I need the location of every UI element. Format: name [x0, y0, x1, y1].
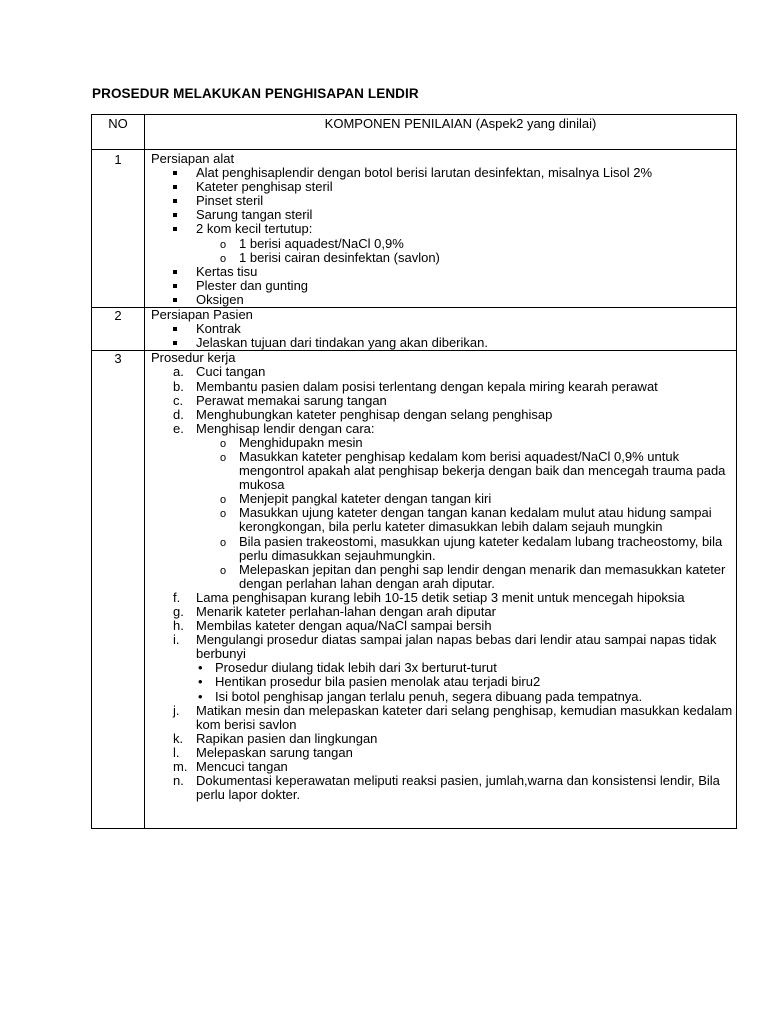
sub-list-item: o Menghidupakn mesin: [220, 436, 736, 450]
step-marker: n.: [173, 773, 184, 789]
step-text: Menghubungkan kateter penghisap dengan selang penghisap: [196, 406, 553, 422]
step-text: Menghisap lendir dengan cara:: [196, 420, 375, 436]
procedure-step: [173, 591, 736, 605]
tools-list: [151, 166, 736, 307]
step-marker: g.: [173, 604, 184, 619]
step-text: Perawat memakai sarung tangan: [196, 392, 387, 408]
procedure-steps: [151, 365, 736, 802]
step-text: Dokumentasi keperawatan meliputi reaksi pasien, jumlah,warna dan konsistensi lendir, Bila perlu lapor dokter.: [196, 773, 720, 803]
list-item: Kontrak: [173, 322, 736, 336]
sub-list-item: o Bila pasien trakeostomi, masukkan ujung kateter kedalam lubang tracheostomy, bila perlu dimasukkan sejauhmungkin.: [220, 535, 736, 563]
header-component: KOMPONEN PENILAIAN (Aspek2 yang dinilai): [145, 115, 737, 150]
step-text: Matikan mesin dan melepaskan kateter dari selang penghisap, kemudian masukkan kedalam kom berisi savlon: [196, 702, 733, 732]
list-item: [173, 222, 736, 264]
step-marker: b.: [173, 378, 184, 394]
section-procedure: [151, 351, 736, 802]
procedure-step: [173, 774, 736, 802]
procedure-step: [173, 408, 736, 422]
sub-list-item: o Masukkan kateter penghisap kedalam kom berisi aquadest/NaCl 0,9% untuk mengontrol apakah alat penghisap bekerja dengan baik dan mencegah trauma pada mukosa: [220, 450, 736, 492]
sub-list-item: o 1 berisi cairan desinfektan (savlon): [220, 251, 736, 265]
step-text: Lama penghisapan kurang lebih 10-15 detik setiap 3 menit untuk mencegah hipoksia: [196, 589, 685, 605]
step-marker: k.: [173, 730, 184, 746]
step-text: Mengulangi prosedur diatas sampai jalan napas bebas dari lendir atau sampai napas tidak berbunyi: [196, 632, 717, 662]
step-text: Mencuci tangan: [196, 759, 288, 775]
sub-list-item: o 1 berisi aquadest/NaCl 0,9%: [220, 237, 736, 251]
step-text: Membilas kateter dengan aqua/NaCl sampai bersih: [196, 618, 492, 634]
table-header-row: [92, 115, 737, 150]
procedure-step: [173, 619, 736, 633]
step-text: Cuci tangan: [196, 364, 266, 380]
list-item: Jelaskan tujuan dari tindakan yang akan diberikan.: [173, 336, 736, 350]
section-heading: Persiapan alat: [151, 151, 235, 166]
sub-list-item: o Masukkan ujung kateter dengan tangan kanan kedalam mulut atau hidung sampai kerongkongan, bila perlu kateter dimasukkan lebih dalam sejauh mungkin: [220, 506, 736, 534]
procedure-step: [173, 365, 736, 379]
list-item-text: 2 kom kecil tertutup:: [196, 221, 313, 237]
patient-list: [151, 322, 736, 350]
step-marker: h.: [173, 618, 184, 634]
procedure-step: [173, 760, 736, 774]
table-row: [92, 308, 737, 351]
note-item: • Isi botol penghisap jangan terlalu penuh, segera dibuang pada tempatnya.: [196, 690, 736, 704]
step-marker: f.: [173, 589, 181, 605]
step-text: Menarik kateter perlahan-lahan dengan arah diputar: [196, 604, 496, 619]
step-text: Melepaskan sarung tangan: [196, 744, 353, 760]
section-heading: Prosedur kerja: [151, 350, 236, 366]
step-text: Rapikan pasien dan lingkungan: [196, 730, 378, 746]
list-item: Kateter penghisap steril: [173, 180, 736, 194]
step-marker: l.: [173, 744, 180, 760]
list-item: Pinset steril: [173, 194, 736, 208]
assessment-table: [91, 114, 737, 829]
note-item: • Hentikan prosedur bila pasien menolak atau terjadi biru2: [196, 675, 736, 689]
step-marker: c.: [173, 392, 184, 408]
section-tools: [151, 152, 736, 307]
list-item: Oksigen: [173, 293, 736, 307]
list-item: Kertas tisu: [173, 265, 736, 279]
suction-substeps: [196, 436, 736, 591]
procedure-step: [173, 633, 736, 703]
step-text: Membantu pasien dalam posisi terlentang dengan kepala miring kearah perawat: [196, 378, 658, 394]
table-row: [92, 351, 737, 829]
step-marker: e.: [173, 420, 184, 436]
header-no: NO: [92, 115, 145, 150]
sub-list-item: o Menjepit pangkal kateter dengan tangan kiri: [220, 492, 736, 506]
list-item: Alat penghisaplendir dengan botol berisi larutan desinfektan, misalnya Lisol 2%: [173, 166, 736, 180]
page-title: PROSEDUR MELAKUKAN PENGHISAPAN LENDIR: [92, 86, 419, 101]
procedure-step: [173, 422, 736, 591]
sub-list: [196, 237, 736, 265]
row-number: 2: [92, 308, 145, 351]
procedure-step: [173, 394, 736, 408]
row-number: 3: [92, 351, 145, 829]
procedure-step: [173, 732, 736, 746]
note-item: • Prosedur diulang tidak lebih dari 3x berturut-turut: [196, 661, 736, 675]
step-marker: m.: [173, 759, 188, 775]
procedure-step: [173, 605, 736, 619]
table-row: [92, 150, 737, 308]
step-marker: d.: [173, 406, 184, 422]
procedure-step: [173, 380, 736, 394]
list-item: Sarung tangan steril: [173, 208, 736, 222]
list-item: Plester dan gunting: [173, 279, 736, 293]
section-patient: [151, 308, 736, 350]
step-marker: j.: [173, 702, 180, 718]
repeat-notes: [196, 661, 736, 703]
sub-list-item: o Melepaskan jepitan dan penghi sap lendir dengan menarik dan memasukkan kateter dengan perlahan lahan dengan arah diputar.: [220, 563, 736, 591]
step-marker: a.: [173, 364, 184, 380]
procedure-step: [173, 704, 736, 732]
step-marker: i.: [173, 632, 180, 648]
procedure-step: [173, 746, 736, 760]
row-number: 1: [92, 150, 145, 308]
section-heading: Persiapan Pasien: [151, 307, 253, 323]
